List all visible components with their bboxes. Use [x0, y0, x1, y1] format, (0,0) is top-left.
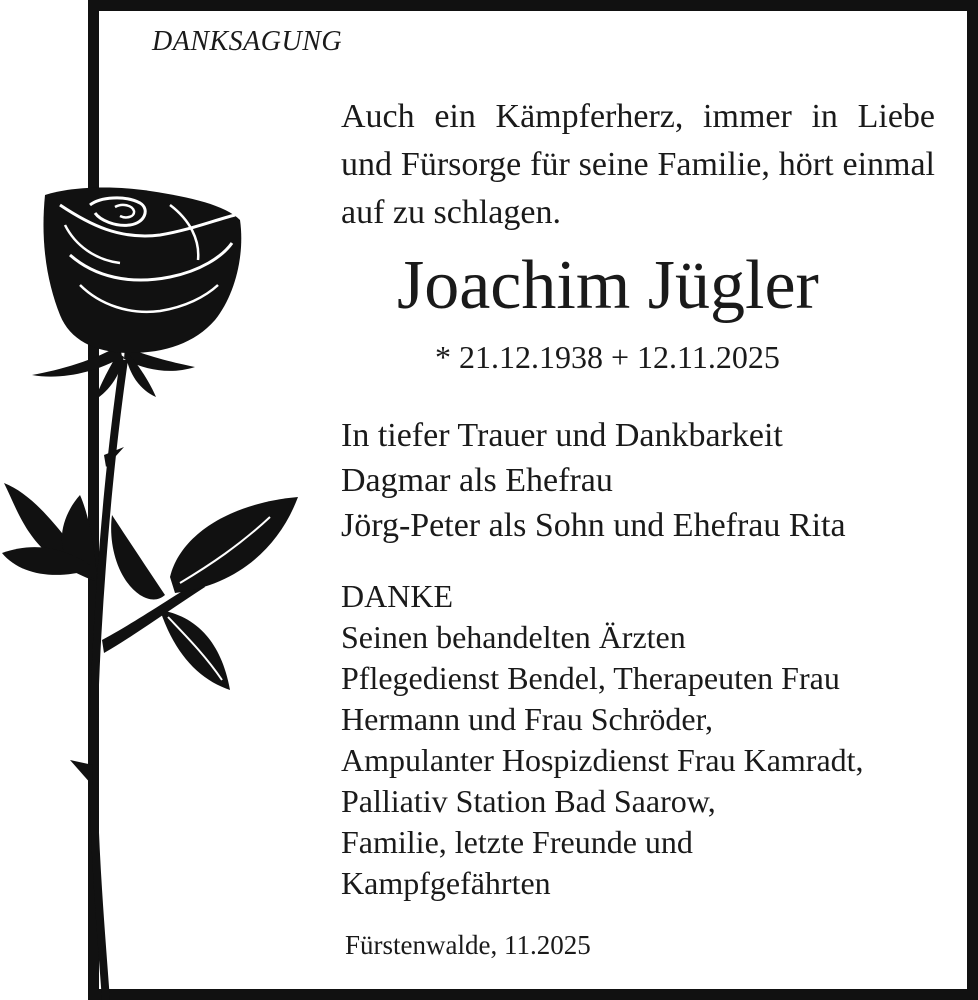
mourners-line: Dagmar als Ehefrau	[341, 462, 613, 499]
deceased-name: Joachim Jügler	[397, 247, 819, 324]
thanks-heading: DANKE	[341, 578, 453, 614]
thanks-line: Kampfgefährten	[341, 865, 551, 901]
life-dates: * 21.12.1938 + 12.11.2025	[435, 339, 780, 375]
rose-illustration	[0, 185, 310, 1000]
thanks-line: Pflegedienst Bendel, Therapeuten Frau	[341, 660, 840, 696]
rose-leaf	[111, 515, 165, 600]
header-title: DANKSAGUNG	[152, 26, 343, 57]
thanks-line: Familie, letzte Freunde und	[341, 824, 693, 860]
rose-leaf	[170, 497, 298, 593]
mourners-line: Jörg-Peter als Sohn und Ehefrau Rita	[341, 507, 846, 544]
memorial-quote: Auch ein Kämpferherz, immer in Liebe und Fürsorge für seine Familie, hört einmal auf zu schlagen.	[341, 98, 935, 231]
place-date: Fürstenwalde, 11.2025	[345, 930, 591, 960]
thanks-line: Seinen behandelten Ärzten	[341, 619, 686, 655]
thanks-line: Ampulanter Hospizdienst Frau Kamradt,	[341, 742, 864, 778]
mourners-block	[341, 413, 846, 548]
thanks-line: Palliativ Station Bad Saarow,	[341, 783, 716, 819]
mourners-line: In tiefer Trauer und Dankbarkeit	[341, 417, 783, 454]
thanks-block	[341, 576, 864, 904]
thanks-line: Hermann und Frau Schröder,	[341, 701, 713, 737]
